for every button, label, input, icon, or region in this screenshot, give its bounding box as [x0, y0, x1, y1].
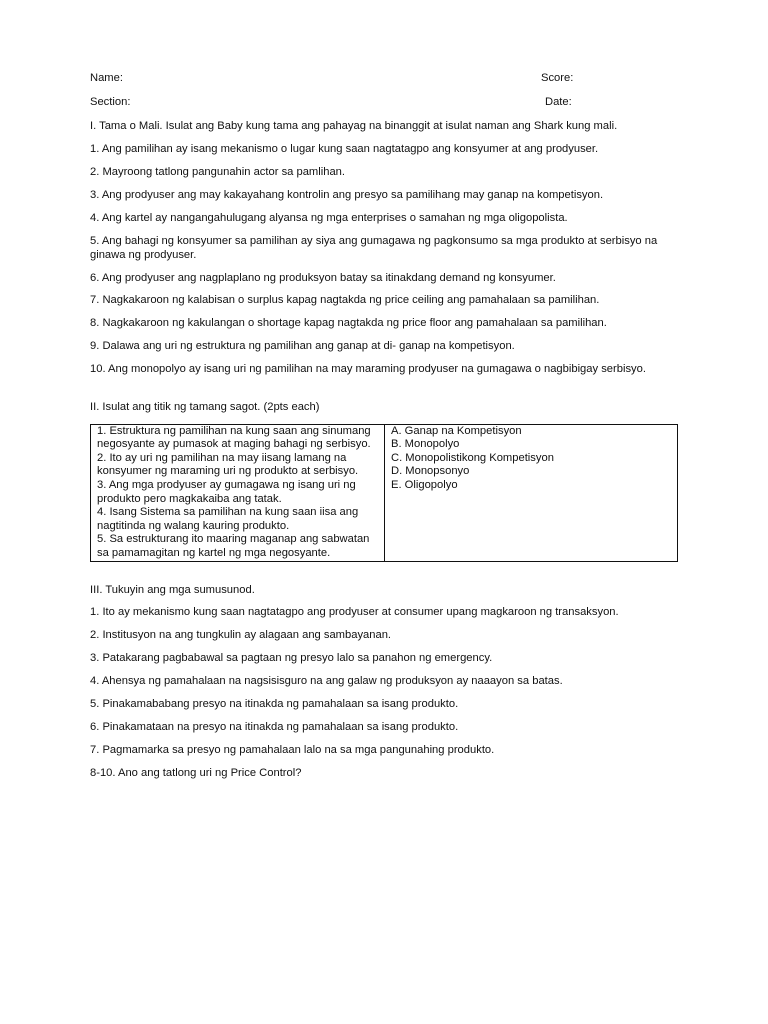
- part1-item-5: 5. Ang bahagi ng konsyumer sa pamilihan ay siya ang gumagawa ng pagkonsumo sa mga produkto at serbisyo na ginawa ng prodyuser.: [90, 234, 658, 261]
- part1-item-7: 7. Nagkakaroon ng kalabisan o surplus kapag nagtakda ng price ceiling ang pamahalaan sa pamilihan.: [90, 294, 600, 307]
- name-label: Name:: [90, 72, 123, 84]
- worksheet: [90, 72, 680, 790]
- part1-item-2: 2. Mayroong tatlong pangunahin actor sa pamlihan.: [90, 165, 345, 178]
- part3-item-1: 1. Ito ay mekanismo kung saan nagtatagpo ang prodyuser at consumer upang magkaroon ng transaksyon.: [90, 606, 619, 619]
- part1-item-3: 3. Ang prodyuser ang may kakayahang kontrolin ang presyo sa pamilihang may ganap na kompetisyon.: [90, 188, 604, 201]
- part2-choice-b: B. Monopolyo: [391, 438, 460, 451]
- part3-item-2: 2. Institusyon na ang tungkulin ay alagaan ang sambayanan.: [90, 629, 392, 642]
- part3-instruction: III. Tukuyin ang mga sumusunod.: [90, 583, 255, 596]
- part1-item-9: 9. Dalawa ang uri ng estruktura ng pamilihan ang ganap at di- ganap na kompetisyon.: [90, 340, 515, 353]
- part2-instruction: II. Isulat ang titik ng tamang sagot. (2pts each): [90, 401, 320, 414]
- part2-choice-a: A. Ganap na Kompetisyon: [391, 424, 522, 437]
- part1-item-4: 4. Ang kartel ay nangangahulugang alyansa ng mga enterprises o samahan ng mga oligopolista.: [90, 211, 568, 224]
- part2-question-3: 3. Ang mga prodyuser ay gumagawa ng isang uri ng produkto pero magkakaiba ang tatak.: [97, 479, 356, 505]
- choices-cell: [385, 424, 678, 561]
- part2-question-1: 1. Estruktura ng pamilihan na kung saan ang sinumang negosyante ay pumasok at maging bahagi ng serbisyo.: [97, 424, 371, 451]
- part2-question-2: 2. Ito ay uri ng pamilihan na may iisang lamang na konsyumer ng maraming uri ng produkto at serbisyo.: [97, 451, 359, 478]
- part3-item-6: 6. Pinakamataan na presyo na itinakda ng pamahalaan sa isang produkto.: [90, 721, 459, 734]
- score-label: Score:: [541, 72, 574, 84]
- header-row-2: [90, 96, 680, 120]
- part3-item-7: 7. Pagmamarka sa presyo ng pamahalaan lalo na sa mga pangunahing produkto.: [90, 744, 495, 757]
- part2-question-4: 4. Isang Sistema sa pamilihan na kung saan iisa ang nagtitinda ng walang kauring produkto.: [97, 506, 359, 532]
- section-label: Section:: [90, 96, 131, 108]
- part3-item-3: 3. Patakarang pagbabawal sa pagtaan ng presyo lalo sa panahon ng emergency.: [90, 652, 493, 665]
- date-label: Date:: [545, 96, 572, 108]
- part1-item-8: 8. Nagkakaroon ng kakulangan o shortage kapag nagtakda ng price floor ang pamahalaan sa pamilihan.: [90, 317, 607, 330]
- part3-item-5: 5. Pinakamababang presyo na itinakda ng pamahalaan sa isang produkto.: [90, 698, 459, 711]
- header-row-1: [90, 72, 680, 96]
- part2-choice-c: C. Monopolistikong Kompetisyon: [391, 451, 554, 464]
- part1-item-10: 10. Ang monopolyo ay isang uri ng pamilihan na may maraming prodyuser na gumagawa o nagbibigay serbisyo.: [90, 363, 646, 376]
- questions-cell: [91, 424, 385, 561]
- part1-item-6: 6. Ang prodyuser ang nagplaplano ng produksyon batay sa itinakdang demand ng konsyumer.: [90, 271, 556, 284]
- part2-choice-e: E. Oligopolyo: [391, 479, 458, 491]
- part1-instruction: I. Tama o Mali. Isulat ang Baby kung tama ang pahayag na binanggit at isulat naman ang Shark kung mali.: [90, 120, 618, 132]
- part3-item-4: 4. Ahensya ng pamahalaan na nagsisisguro na ang galaw ng produksyon ay naaayon sa batas.: [90, 675, 563, 688]
- part2-question-5: 5. Sa estrukturang ito maaring maganap ang sabwatan sa pamamagitan ng kartel ng mga negosyante.: [97, 533, 370, 559]
- part2-choice-d: D. Monopsonyo: [391, 465, 470, 478]
- part3-item-8-10: 8-10. Ano ang tatlong uri ng Price Control?: [90, 767, 302, 780]
- part1-item-1: 1. Ang pamilihan ay isang mekanismo o lugar kung saan nagtatagpo ang konsyumer at ang prodyuser.: [90, 142, 599, 155]
- matching-table: [90, 424, 678, 562]
